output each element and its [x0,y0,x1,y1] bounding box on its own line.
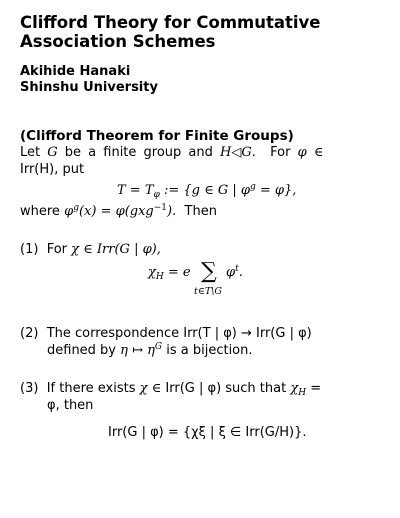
text-for: For [270,145,291,160]
item-number: (3) [20,381,39,396]
math-G: G [241,145,252,160]
item-number: (1) [20,242,39,257]
text-let: Let [20,145,41,160]
formula-T-phi: $T = T_\varphi$ := {g ∈ G | $\varphi^g = \varphi$}, [117,182,297,200]
title-line-1: Clifford Theory for Commutative [20,13,321,32]
text-finite-group: be a finite group and [64,145,213,160]
item-1: (1) For χ ∈ Irr(G | φ), [20,242,161,257]
item-3-line-1: (3) If there exists χ ∈ Irr(G | φ) such that $\chi_H$ = [20,381,322,398]
title-line-2: Association Schemes [20,32,216,51]
item-3-formula: Irr(G | φ) = {χξ | ξ ∈ Irr(G/H)}. [108,425,307,440]
math-H: H [220,145,232,160]
sum-symbol: ∑ [201,259,217,284]
author-name: Akihide Hanaki [20,64,131,79]
paper-title [20,13,390,51]
intro-line-1: Let G be a finite group and H◁G. For φ ∈ [20,145,324,160]
author-affiliation: Shinshu University [20,80,158,95]
math-in: ∈ [313,145,324,160]
theorem-heading: (Clifford Theorem for Finite Groups) [20,128,294,144]
summation-formula: $\chi_H = e$ ∑ t∈T\G $\varphi^t$. [148,259,243,297]
normal-subgroup-symbol: ◁ [231,145,242,160]
item-2-line-2: defined by η ↦ $\eta^G$ is a bijection. [47,342,253,358]
intro-line-2: Irr(H), put [20,162,85,177]
item-3-line-2: φ, then [47,398,94,413]
math-phi: φ [297,145,307,160]
math-G: G [47,145,58,160]
item-number: (2) [20,326,39,341]
author-block [20,64,158,96]
where-line: where $\varphi^g(x) = \varphi(gxg^{-1})$. Then [20,203,217,219]
sum-index: t∈T\G [194,286,222,297]
item-2-line-1: (2) The correspondence Irr(T | φ) → Irr(G | φ) [20,326,312,341]
